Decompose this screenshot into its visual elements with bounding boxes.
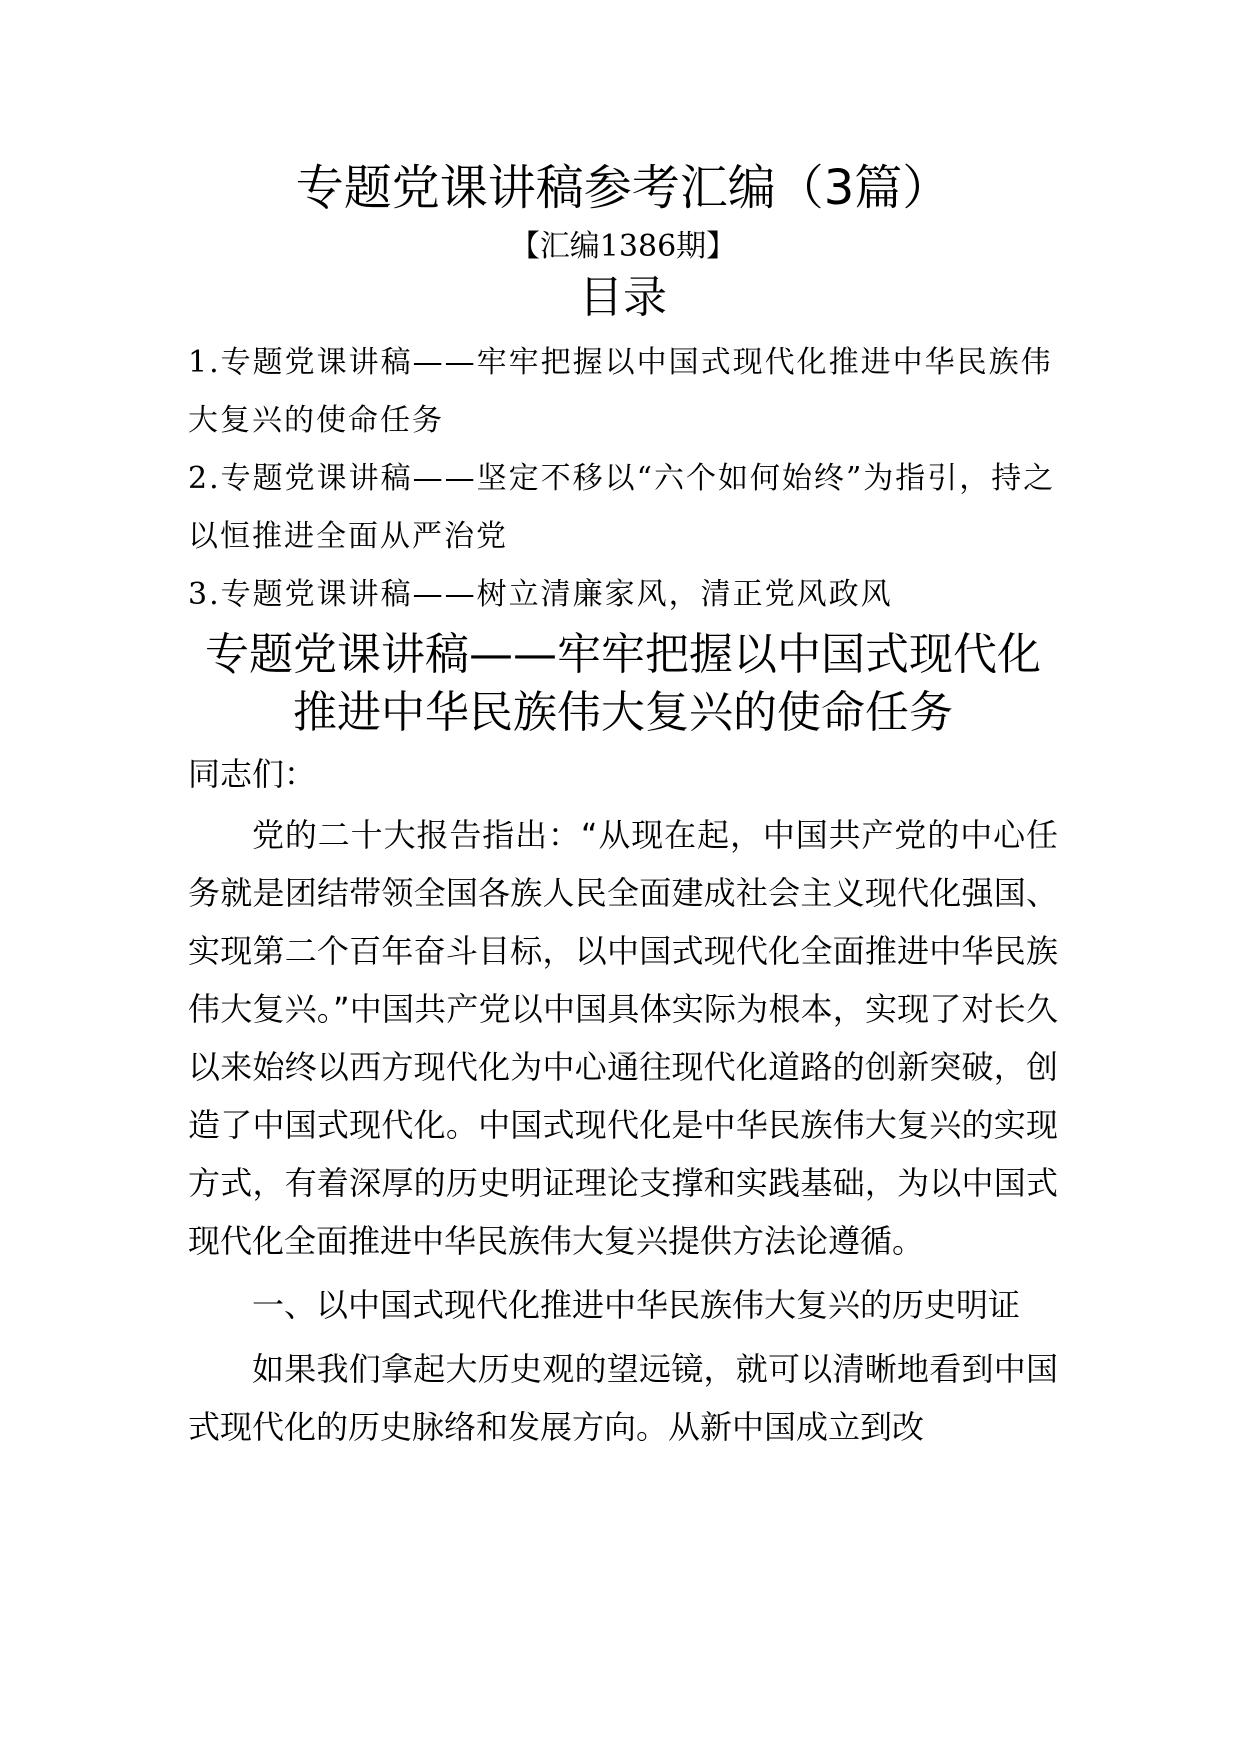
toc-item-3: 3.专题党课讲稿——树立清廉家风，清正党风政风 — [188, 577, 893, 612]
toc-item-1: 1.专题党课讲稿——牢牢把握以中国式现代化推进中华民族伟大复兴的使命任务 — [188, 345, 1053, 438]
table-of-contents — [188, 334, 1058, 624]
toc-heading: 目录 — [579, 272, 667, 323]
document-content — [188, 158, 1058, 1456]
toc-item-2: 2.专题党课讲稿——坚定不移以“六个如何始终”为指引，持之以恒推进全面从严治党 — [188, 461, 1056, 554]
body-paragraph-1: 党的二十大报告指出：“从现在起，中国共产党的中心任务就是团结带领全国各族人民全面建成社会主义现代化强国、实现第二个百年奋斗目标，以中国式现代化全面推进中华民族伟大复兴。”中国共产党以中国具体实际为根本，实现了对长久以来始终以西方现代化为中心通往现代化道路的创新突破，创造了中国式现代化。中国式现代化是中华民族伟大复兴的实现方式，有着深厚的历史明证理论支撑和实践基础，为以中国式现代化全面推进中华民族伟大复兴提供方法论遵循。 — [188, 816, 1058, 1260]
salutation: 同志们： — [188, 755, 317, 793]
article-title: 专题党课讲稿——牢牢把握以中国式现代化推进中华民族伟大复兴的使命任务 — [205, 629, 1041, 738]
section-heading-1: 一、以中国式现代化推进中华民族伟大复兴的历史明证 — [252, 1286, 1021, 1324]
document-title: 专题党课讲稿参考汇编（3篇） — [295, 160, 951, 216]
issue-number: 【汇编1386期】 — [509, 229, 737, 264]
body-paragraph-2: 如果我们拿起大历史观的望远镜，就可以清晰地看到中国式现代化的历史脉络和发展方向。从新中国成立到改 — [188, 1350, 1058, 1446]
